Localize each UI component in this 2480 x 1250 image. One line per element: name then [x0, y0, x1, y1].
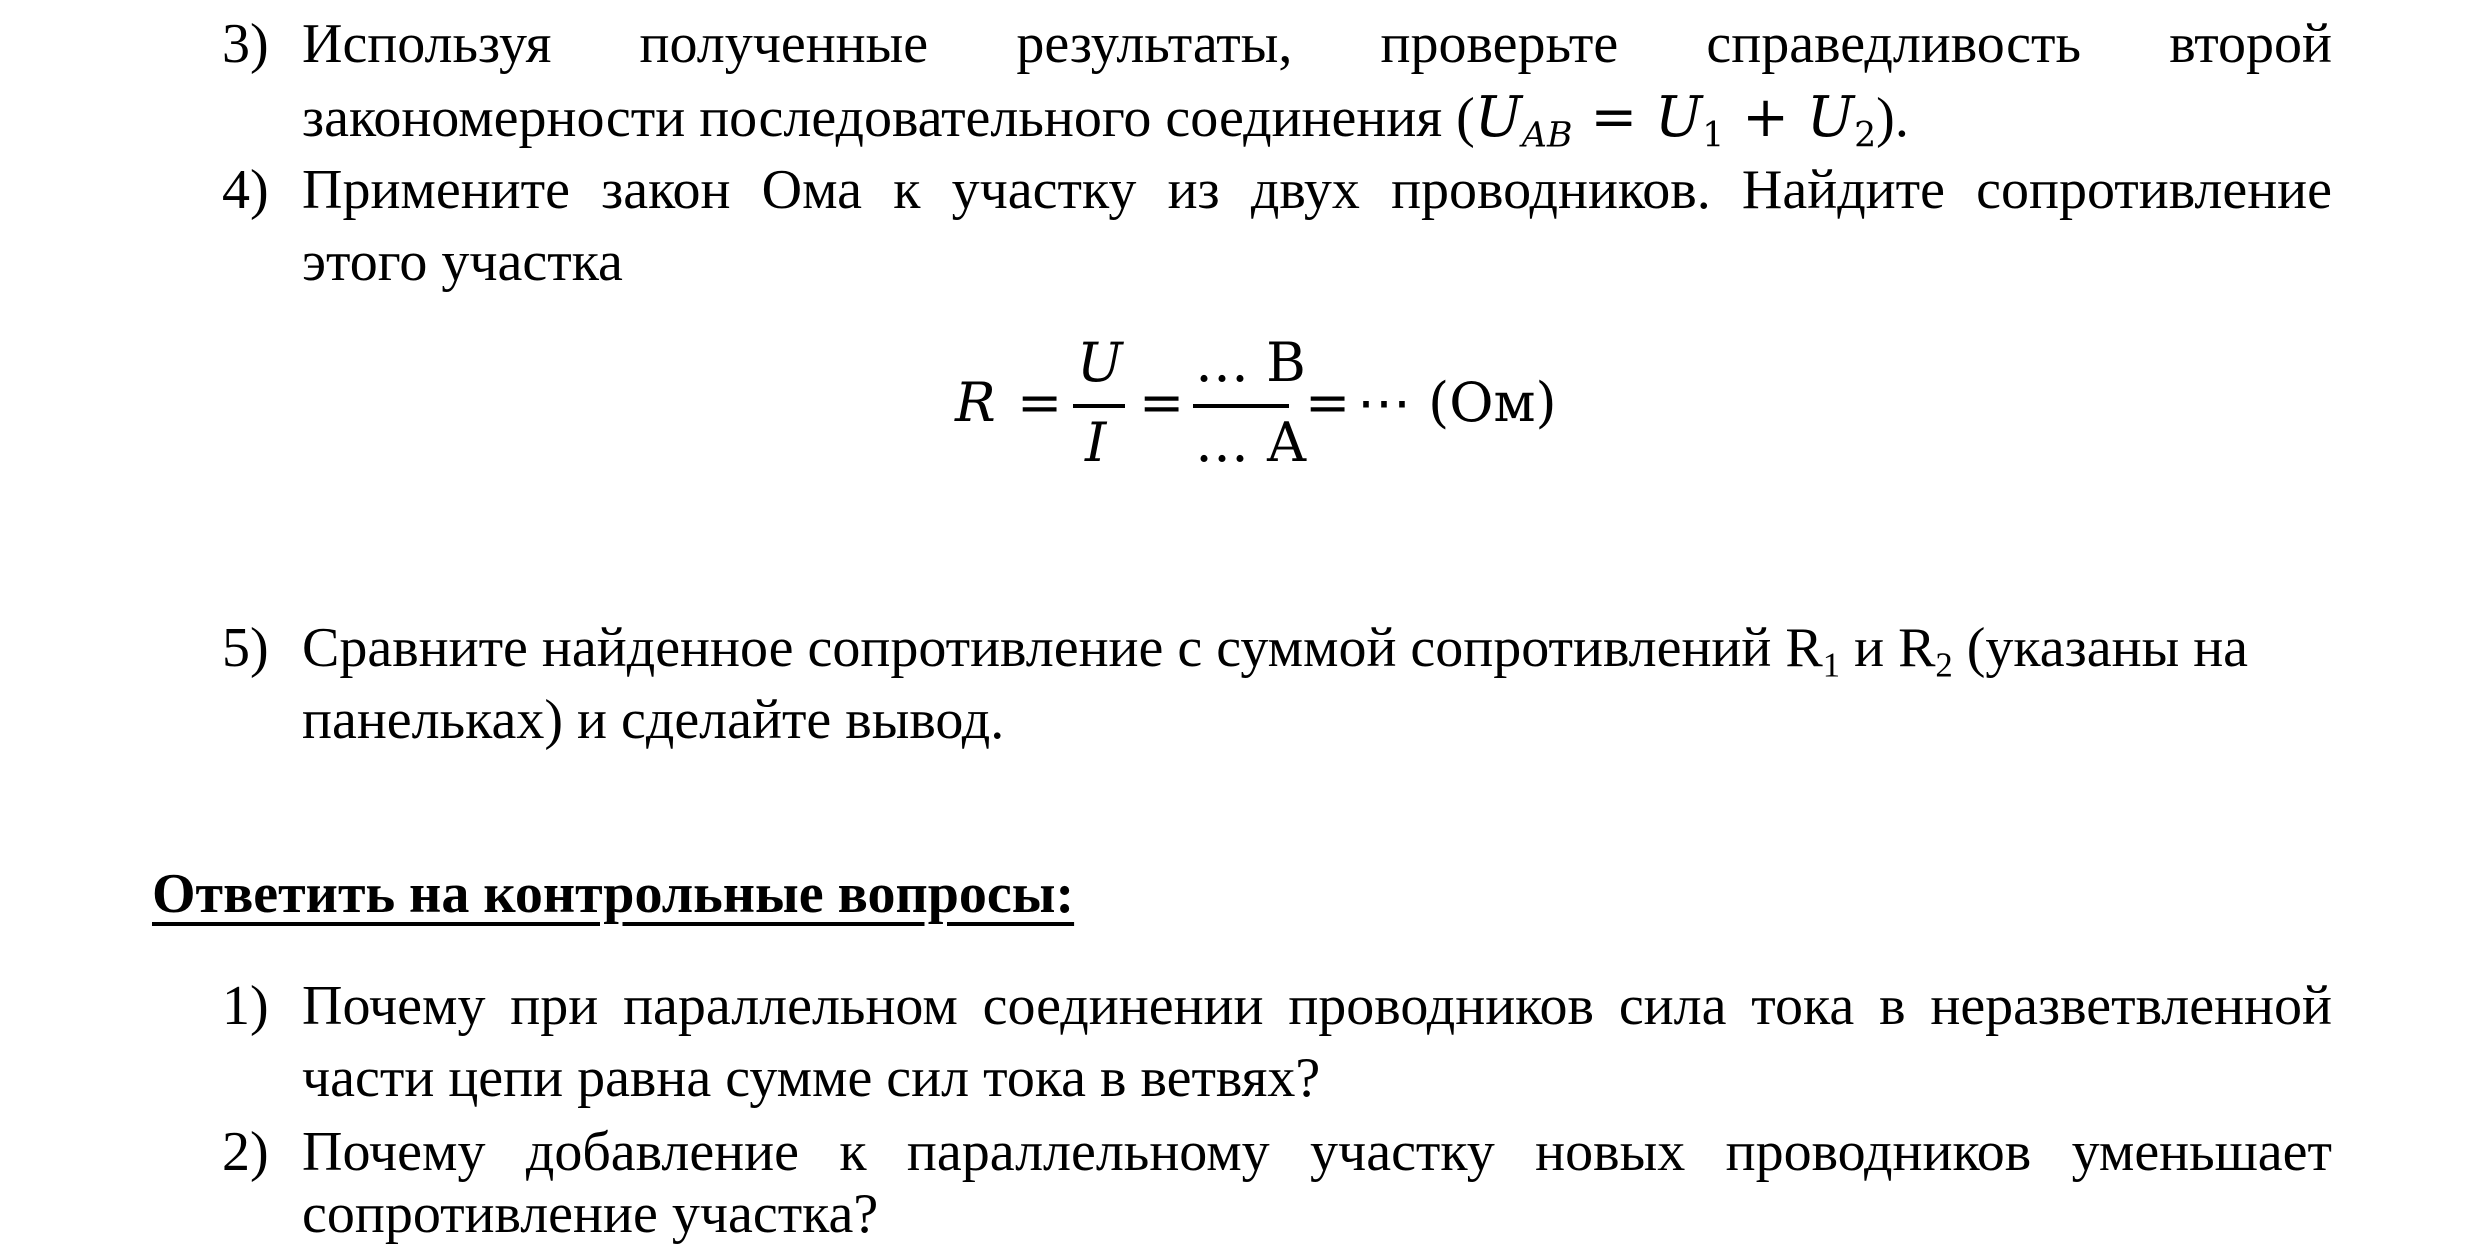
formula-numerator-u: U [1077, 331, 1123, 394]
formula-numerator-volts: … В [1195, 331, 1306, 394]
formula-denominator-i: I [1085, 411, 1107, 474]
item-5-line-1: Сравните найденное сопротивление с суммой сопротивлений $R_1$ и $R_2$ (указаны на [302, 617, 2249, 685]
item-4-line-2: этого участка [302, 231, 623, 293]
question-number-2: 2) [222, 1121, 269, 1183]
item-3-line-2-text: закономерности последовательного соединения ( [302, 87, 1475, 149]
formula-equals-3: = [1305, 371, 1351, 434]
list-number-3: 3) [222, 13, 269, 75]
formula-equals-2: = [1139, 371, 1185, 434]
formula-equals-1: = [1017, 371, 1063, 434]
item-3-line-2 [302, 82, 1909, 154]
formula-result: ⋯ (Ом) [1357, 371, 1557, 434]
question-1-line-2: части цепи равна сумме сил тока в ветвях? [302, 1047, 1321, 1109]
item-3-line-1: Используя полученные результаты, проверьте справедливость второй [302, 13, 2332, 75]
question-1-line-1: Почему при параллельном соединении проводников сила тока в неразветвленной [302, 975, 2332, 1037]
formula-u-ab: $U_{AB} = U_1 + U_2$ [1474, 85, 1877, 156]
item-3-line-2-end: ). [1876, 87, 1909, 149]
formula-fraction-bar-1 [1073, 404, 1125, 408]
list-number-5: 5) [222, 617, 269, 679]
item-5-line-2: панельках) и сделайте вывод. [302, 689, 1005, 751]
control-questions-heading: Ответить на контрольные вопросы: [152, 863, 1075, 925]
question-number-1: 1) [222, 975, 269, 1037]
formula-fraction-bar-2 [1193, 404, 1289, 408]
formula-r: R [955, 371, 996, 434]
formula-denominator-amps: … А [1195, 411, 1308, 474]
item-4-line-1: Примените закон Ома к участку из двух проводников. Найдите сопротивление [302, 159, 2332, 221]
ohm-law-formula [955, 328, 1575, 478]
question-2-line-2: сопротивление участка? [302, 1183, 879, 1245]
question-2-line-1: Почему добавление к параллельному участку новых проводников уменьшает [302, 1121, 2332, 1183]
list-number-4: 4) [222, 159, 269, 221]
